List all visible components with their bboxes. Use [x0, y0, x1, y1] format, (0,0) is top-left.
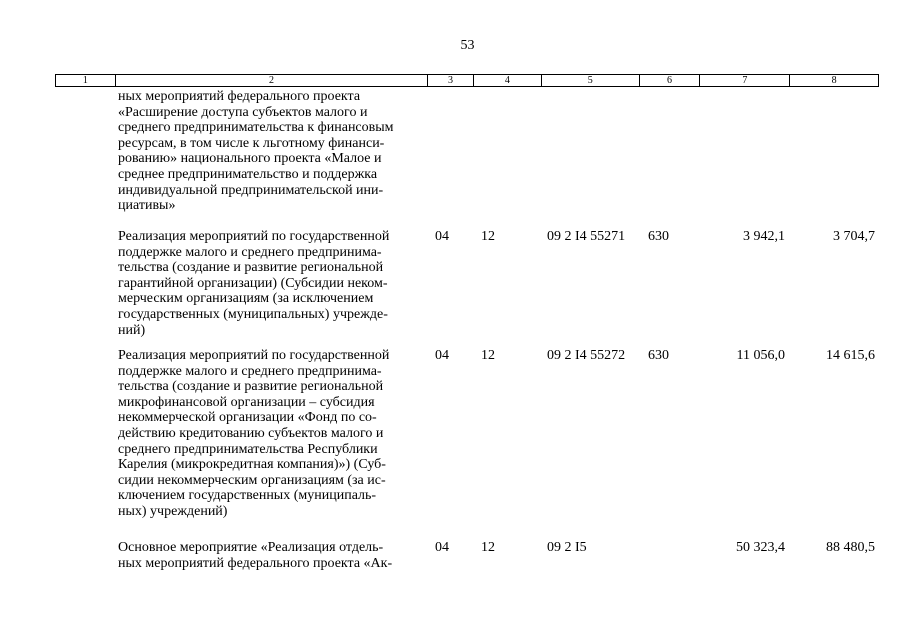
header-cell-7: 7 — [700, 75, 790, 86]
row-description: Реализация мероприятий по государственной поддержке малого и среднего предпринима- тельства (создание и развитие региональной гарантийной организации) (Субсидии неком- мерческим организациям (за исключением государственных (муниципальных) учрежде- ний) — [118, 229, 390, 338]
page-number: 53 — [460, 38, 475, 53]
header-cell-6: 6 — [640, 75, 701, 86]
row-amount-2: 3 704,7 — [833, 229, 875, 244]
row-amount-2: 14 615,6 — [826, 348, 875, 363]
header-cell-2: 2 — [116, 75, 428, 86]
row-subsection-code: 12 — [481, 229, 495, 244]
row-subsection-code: 12 — [481, 540, 495, 555]
header-cell-5: 5 — [542, 75, 640, 86]
header-cell-1: 1 — [56, 75, 116, 86]
row-expense-type: 630 — [648, 229, 669, 244]
row-description: ных мероприятий федерального проекта «Расширение доступа субъектов малого и среднего предпринимательства к финансовым ресурсам, в том числе к льготному финанси- рованию» национального проекта «Малое и среднее предпринимательство и поддержка индивидуальной предпринимательской ини- циативы» — [118, 89, 394, 214]
row-amount-2: 88 480,5 — [826, 540, 875, 555]
row-subsection-code: 12 — [481, 348, 495, 363]
row-target-article: 09 2 I4 55272 — [547, 348, 626, 363]
row-section-code: 04 — [435, 540, 449, 555]
row-amount-1: 50 323,4 — [736, 540, 785, 555]
row-expense-type: 630 — [648, 348, 669, 363]
row-description: Реализация мероприятий по государственной поддержке малого и среднего предпринима- тельства (создание и развитие региональной микрофинансовой организации – субсидия некоммерческой организации «Фонд по со- действию кредитованию субъектов малого и среднего предпринимательства Республики Карелия (микрокредитная компания)») (Суб- сидии некоммерческим организациям (за ис- ключением государственных (муниципаль- ных) учреждений) — [118, 348, 390, 519]
header-cell-4: 4 — [474, 75, 542, 86]
row-target-article: 09 2 I4 55271 — [547, 229, 626, 244]
header-cell-8: 8 — [831, 75, 837, 86]
row-target-article: 09 2 I5 — [547, 540, 587, 555]
row-section-code: 04 — [435, 348, 449, 363]
row-amount-1: 11 056,0 — [736, 348, 785, 363]
header-cell-3: 3 — [428, 75, 474, 86]
row-description: Основное мероприятие «Реализация отдель- ных мероприятий федерального проекта «Ак- — [118, 540, 393, 571]
row-section-code: 04 — [435, 229, 449, 244]
table-header-row — [55, 74, 879, 87]
row-amount-1: 3 942,1 — [743, 229, 785, 244]
